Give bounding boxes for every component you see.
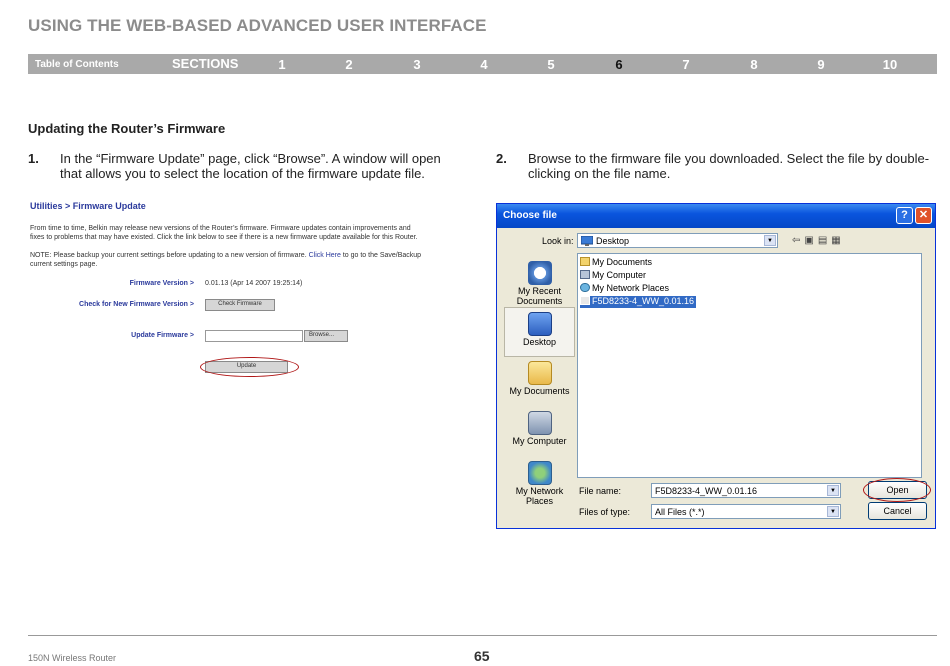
up-folder-icon[interactable]: ▣: [804, 235, 818, 246]
update-firmware-label: Update Firmware >: [131, 332, 194, 339]
footer-product-name: 150N Wireless Router: [28, 653, 117, 663]
close-icon[interactable]: ✕: [915, 207, 932, 224]
file-list-item[interactable]: My Documents: [580, 257, 654, 269]
nav-section-5[interactable]: 5: [547, 57, 555, 72]
place-my-computer[interactable]: My Computer: [504, 407, 575, 457]
files-of-type-label: Files of type:: [579, 507, 631, 517]
file-list-item[interactable]: My Network Places: [580, 283, 671, 295]
nav-sections-label: SECTIONS: [172, 56, 239, 71]
nav-section-10[interactable]: 10: [882, 57, 898, 72]
chevron-down-icon[interactable]: ▼: [827, 485, 839, 496]
update-button[interactable]: Update: [205, 361, 288, 373]
open-button[interactable]: Open: [868, 481, 927, 499]
firmware-version-label: Firmware Version >: [129, 280, 194, 287]
chevron-down-icon[interactable]: ▼: [764, 235, 776, 246]
desktop-icon: [581, 236, 593, 246]
check-firmware-button[interactable]: Check Firmware: [205, 299, 275, 311]
firmware-note-text: [30, 251, 430, 269]
check-firmware-label: Check for New Firmware Version >: [79, 301, 194, 308]
place-my-documents[interactable]: My Documents: [504, 357, 575, 407]
firmware-note-start: NOTE: Please backup your current settings before updating to a new version of firmware.: [30, 252, 307, 259]
update-button-highlight-ring: [200, 357, 299, 377]
step-1-number: 1.: [28, 151, 39, 166]
places-bar: [504, 253, 575, 515]
page-header-title: USING THE WEB-BASED ADVANCED USER INTERFACE: [28, 16, 487, 35]
firmware-update-screenshot: [30, 200, 450, 390]
step-2-line-2: clicking on the file name.: [528, 166, 671, 181]
file-name-label: File name:: [579, 486, 622, 496]
nav-section-1[interactable]: 1: [278, 57, 286, 72]
nav-section-8[interactable]: 8: [750, 57, 758, 72]
nav-section-6-active[interactable]: 6: [615, 57, 623, 72]
choose-file-dialog: [496, 203, 936, 529]
section-title: Updating the Router’s Firmware: [28, 121, 226, 136]
network-icon: [580, 283, 590, 292]
file-name-input[interactable]: F5D8233-4_WW_0.01.16 ▼: [651, 483, 841, 498]
place-my-network-places[interactable]: My Network Places: [504, 457, 575, 515]
my-documents-icon: [528, 361, 552, 385]
step-2: [496, 151, 941, 183]
browse-button[interactable]: Browse...: [304, 330, 348, 342]
step-1-line-2: that allows you to select the location of the firmware update file.: [60, 166, 425, 181]
firmware-note-line-2: current settings page.: [30, 261, 98, 268]
look-in-value: Desktop: [596, 236, 630, 246]
backup-click-here-link[interactable]: Click Here: [308, 252, 341, 259]
look-in-label: Look in:: [542, 236, 574, 246]
my-computer-icon: [528, 411, 552, 435]
file-icon: [580, 296, 590, 305]
nav-section-9[interactable]: 9: [817, 57, 825, 72]
step-1: [28, 151, 468, 183]
nav-section-2[interactable]: 2: [345, 57, 353, 72]
firmware-intro-line-1: From time to time, Belkin may release new versions of the Router’s firmware. Firmware updates contain improvements and: [30, 225, 411, 232]
new-folder-icon[interactable]: ▤: [817, 235, 832, 246]
back-arrow-icon[interactable]: ⇦: [792, 235, 805, 246]
files-of-type-dropdown[interactable]: All Files (*.*) ▼: [651, 504, 841, 519]
recent-documents-icon: [528, 261, 552, 285]
nav-table-of-contents-link[interactable]: Table of Contents: [35, 59, 119, 70]
dialog-toolbar: [792, 235, 845, 246]
step-2-line-1: Browse to the firmware file you downloaded. Select the file by double-: [528, 151, 930, 166]
desktop-icon: [528, 312, 552, 336]
open-button-highlight-ring: [863, 478, 931, 502]
place-desktop[interactable]: Desktop: [504, 307, 575, 357]
update-firmware-file-field[interactable]: [205, 330, 303, 342]
place-my-recent-documents[interactable]: My Recent Documents: [504, 257, 575, 307]
firmware-version-value: 0.01.13 (Apr 14 2007 19:25:14): [205, 280, 303, 287]
footer-divider: [28, 635, 937, 636]
step-2-number: 2.: [496, 151, 507, 166]
cancel-button[interactable]: Cancel: [868, 502, 927, 520]
folder-icon: [580, 257, 590, 266]
page-number: 65: [474, 648, 490, 664]
dialog-title: Choose file: [503, 210, 557, 221]
computer-icon: [580, 270, 590, 279]
firmware-page-heading: Utilities > Firmware Update: [30, 201, 146, 211]
file-list[interactable]: [577, 253, 922, 478]
firmware-intro-line-2: fixes to problems that may have existed. Click the link below to see if there is a new firmware update available for this Router.: [30, 234, 418, 241]
chevron-down-icon[interactable]: ▼: [827, 506, 839, 517]
nav-section-4[interactable]: 4: [480, 57, 488, 72]
network-places-icon: [528, 461, 552, 485]
nav-section-7[interactable]: 7: [682, 57, 690, 72]
file-list-item-selected[interactable]: F5D8233-4_WW_0.01.16: [580, 296, 696, 308]
nav-section-3[interactable]: 3: [413, 57, 421, 72]
view-menu-icon[interactable]: ▦: [831, 235, 845, 246]
dialog-title-bar: [497, 204, 935, 228]
help-icon[interactable]: ?: [896, 207, 913, 224]
firmware-note-end: to go to the Save/Backup: [342, 252, 422, 259]
firmware-intro-text: [30, 224, 430, 242]
section-nav-bar: [28, 54, 937, 74]
step-1-line-1: In the “Firmware Update” page, click “Browse”. A window will open: [60, 151, 441, 166]
look-in-dropdown[interactable]: [577, 233, 778, 248]
file-list-item[interactable]: My Computer: [580, 270, 648, 282]
